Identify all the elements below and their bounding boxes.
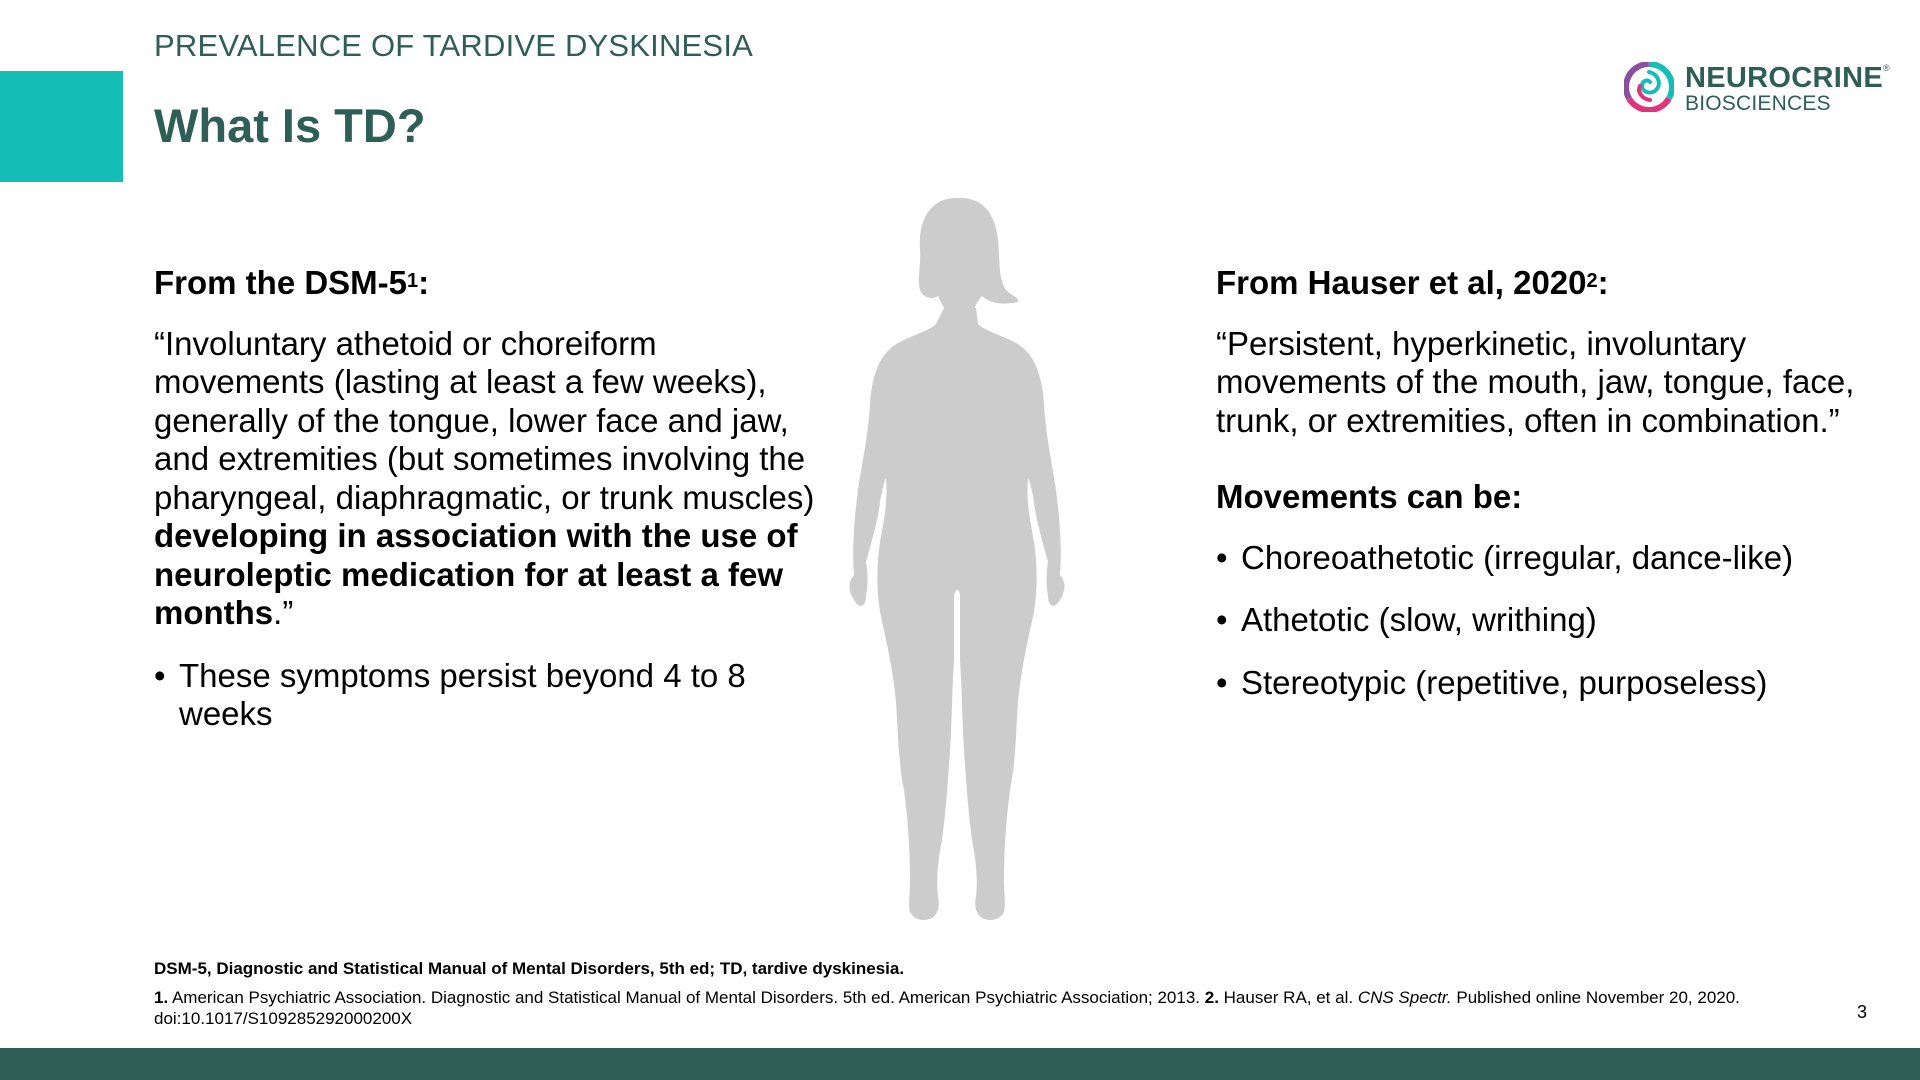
bullet-marker: • xyxy=(1216,601,1228,638)
dsm5-definition-column xyxy=(154,264,834,758)
list-item: • Athetotic (slow, writhing) xyxy=(1216,601,1597,638)
references: 1. American Psychiatric Association. Diagnostic and Statistical Manual of Mental Disorders. 5th ed. American Psychiatric Association; 2013. 2. Hauser RA, et al. CNS Spectr. Published online November 20, 2020. doi:10.1017/S109285292000200X xyxy=(154,988,1740,1028)
hauser-quote: “Persistent, hyperkinetic, involuntary movements of the mouth, jaw, tongue, face, trunk, or extremities, often in combination.” xyxy=(1216,324,1855,439)
page-title: What Is TD? xyxy=(154,99,426,152)
bullet-marker: • xyxy=(154,656,166,694)
neurocrine-logo xyxy=(1624,60,1894,120)
movements-list xyxy=(1216,539,1906,703)
movements-heading: Movements can be: xyxy=(1216,478,1523,515)
section-eyebrow: PREVALENCE OF TARDIVE DYSKINESIA xyxy=(154,28,754,63)
bullet-marker: • xyxy=(1216,538,1228,576)
bullet-marker: • xyxy=(1216,663,1228,701)
list-item: • These symptoms persist beyond 4 to 8 weeks xyxy=(154,656,746,732)
human-silhouette-image xyxy=(820,190,1090,940)
hauser-definition-column xyxy=(1216,264,1906,726)
accent-block xyxy=(0,71,123,182)
footer-bar xyxy=(0,1048,1920,1080)
dsm5-quote: “Involuntary athetoid or choreiform movements (lasting at least a few weeks), generally of the tongue, lower face and jaw, and extremities (but sometimes involving the pharyngeal, diaphragmatic, or trunk muscles) developing in association with the use of neuroleptic medication for at least a few months.” xyxy=(154,324,815,631)
page-number: 3 xyxy=(1857,1002,1868,1022)
list-item: • Choreoathetotic (irregular, dance-like) xyxy=(1216,538,1794,576)
list-item: • Stereotypic (repetitive, purposeless) xyxy=(1216,663,1768,701)
logo-wordmark: NEUROCRINE® xyxy=(1685,62,1890,94)
footnotes xyxy=(154,958,1814,1029)
abbreviations-note: DSM-5, Diagnostic and Statistical Manual of Mental Disorders, 5th ed; TD, tardive dyskinesia. xyxy=(154,959,905,978)
neurocrine-swirl-icon xyxy=(1624,62,1674,112)
dsm5-bullet-list xyxy=(154,657,834,734)
hauser-heading: From Hauser et al, 2020$^2$: xyxy=(1216,264,1609,301)
dsm5-heading: From the DSM-$5^1$: xyxy=(154,264,430,301)
logo-subtitle: BIOSCIENCES xyxy=(1685,92,1831,115)
